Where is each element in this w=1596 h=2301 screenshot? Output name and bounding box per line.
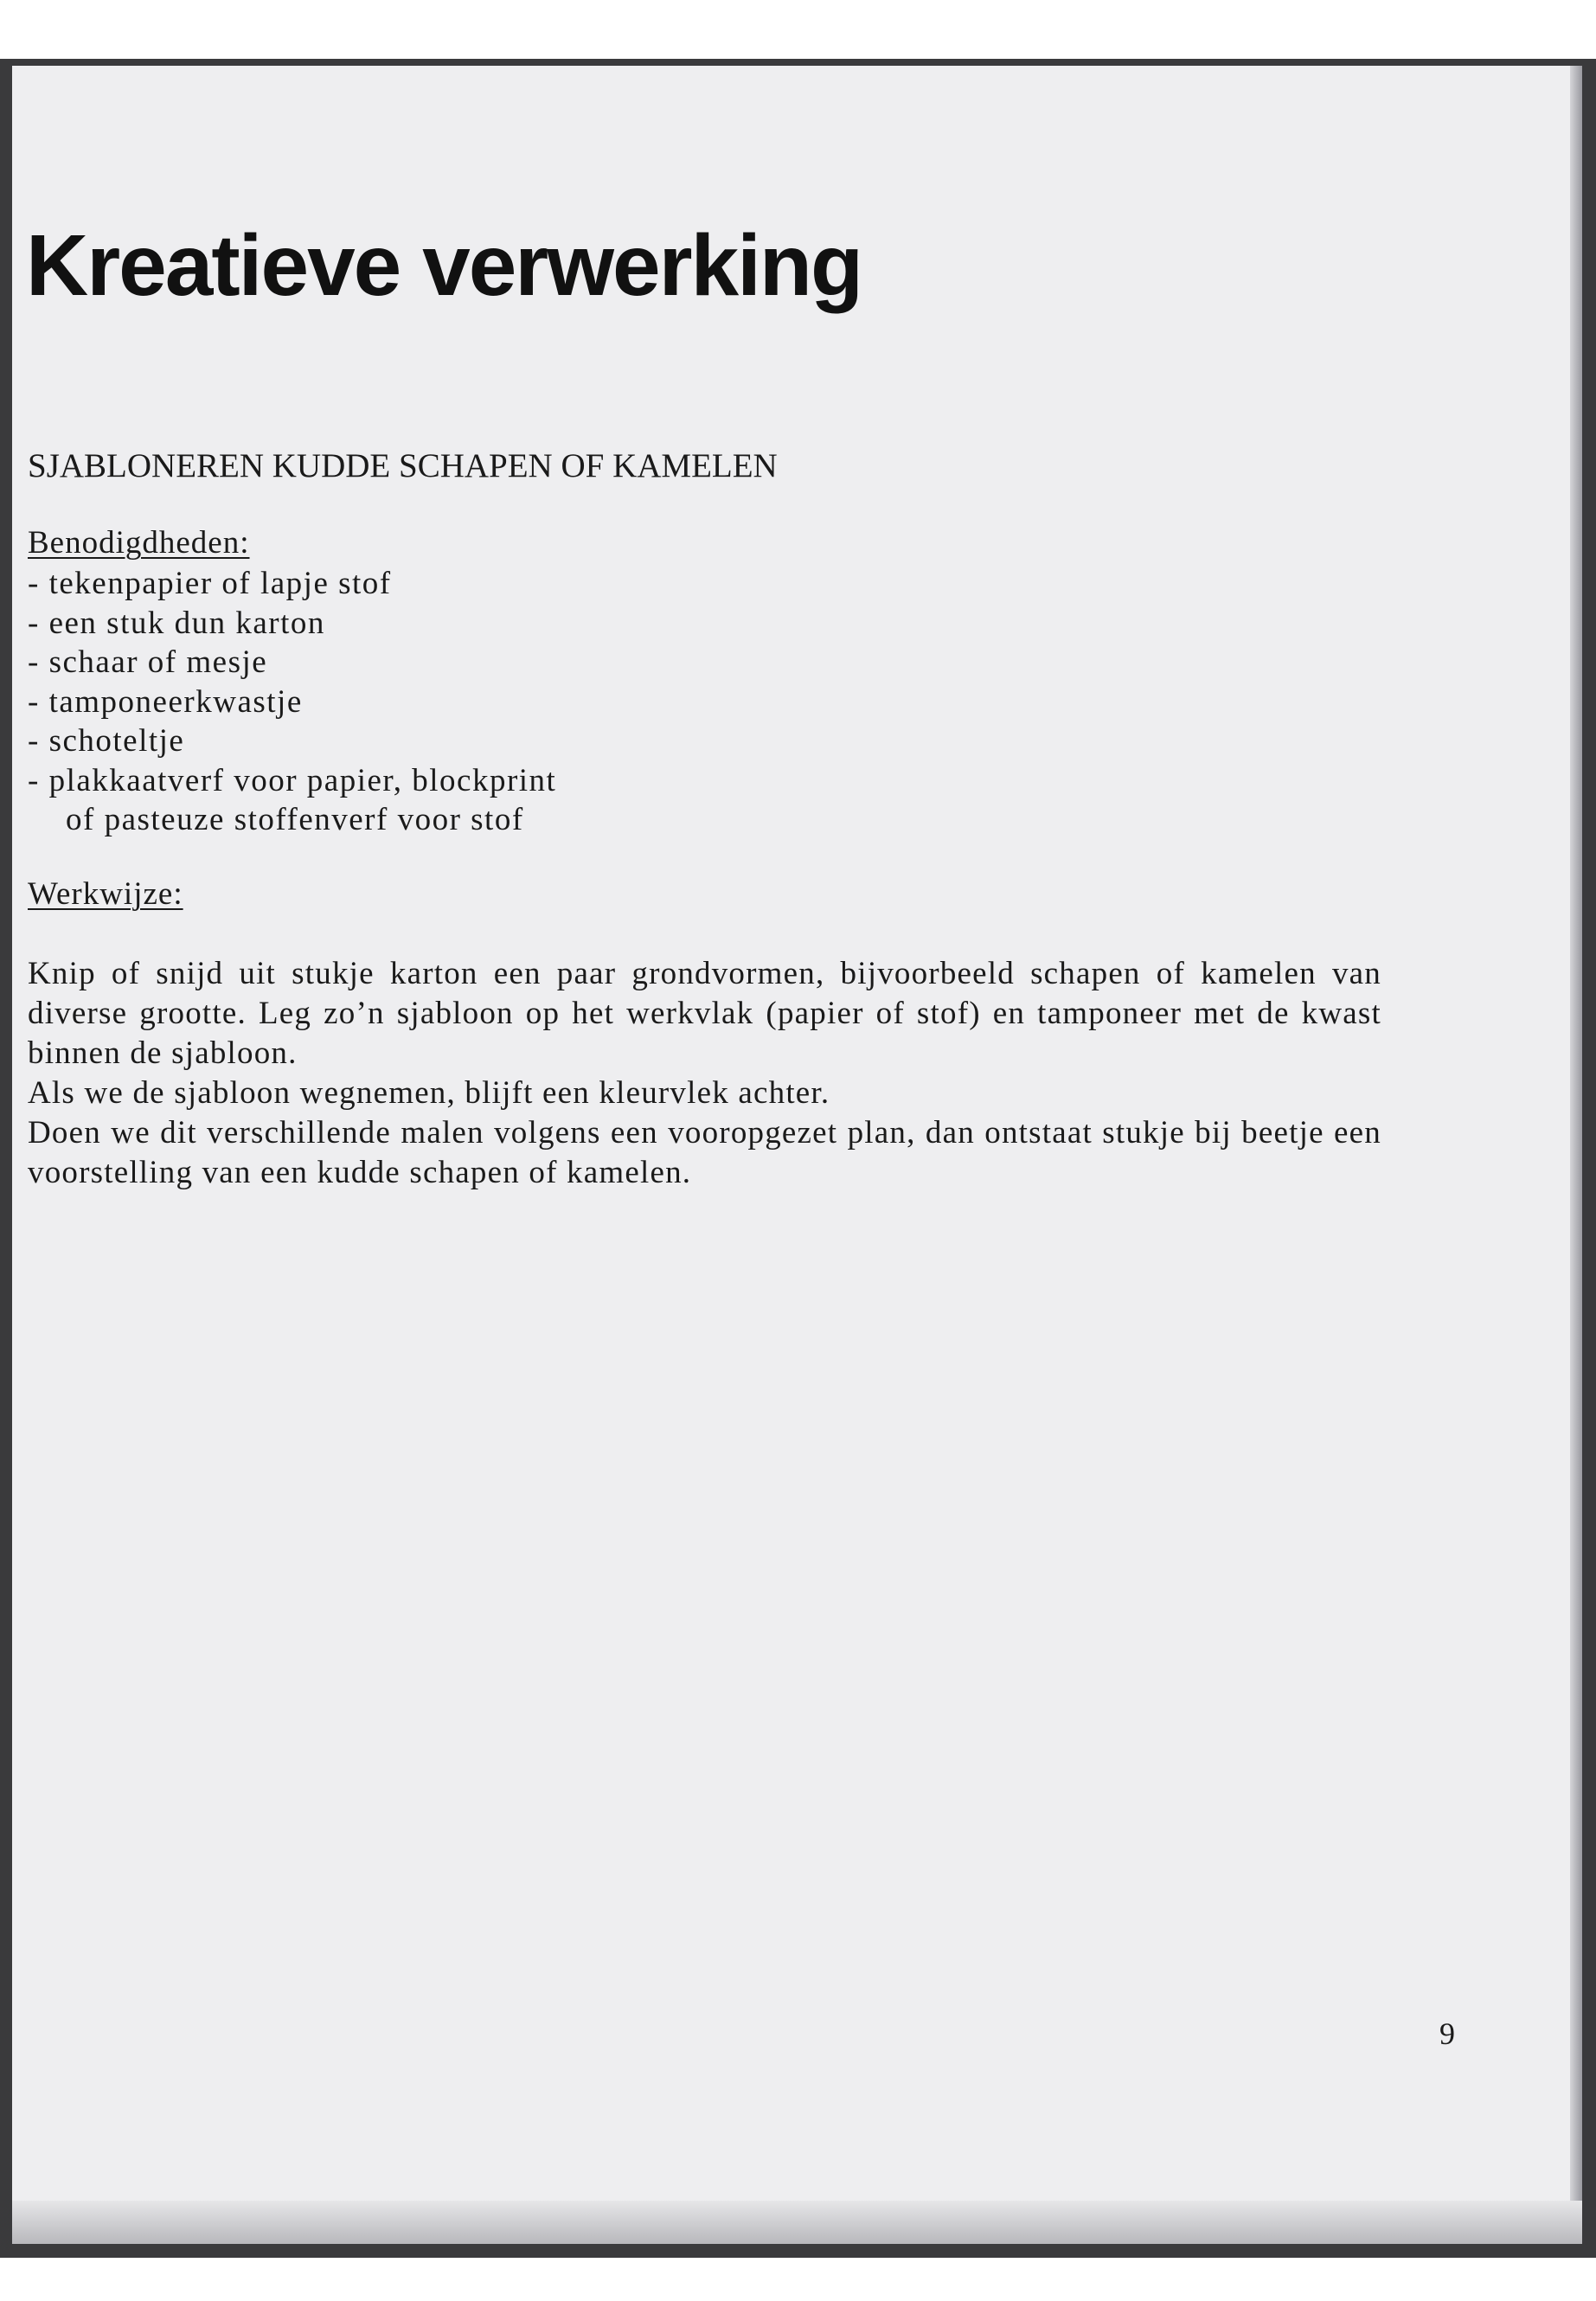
- list-item: - plakkaatverf voor papier, blockprint: [28, 762, 557, 798]
- materials-list: [28, 564, 556, 840]
- materials-heading: Benodigdheden:: [28, 525, 250, 561]
- page-number: 9: [1439, 2016, 1455, 2051]
- list-item: - schaar of mesje: [28, 644, 268, 680]
- list-item: - tamponeerkwastje: [28, 683, 303, 720]
- method-heading: Werkwijze:: [28, 876, 183, 912]
- list-item: - schoteltje: [28, 723, 185, 759]
- method-paragraph: Knip of snijd uit stukje karton een paar grondvormen, bijvoorbeeld schapen of kamelen van diverse grootte. Leg zo’n sjabloon op het werkvlak (papier of stof) en tamponeer met de kwast binnen de sjabloon.: [28, 956, 1381, 1071]
- list-item: - een stuk dun karton: [28, 605, 325, 641]
- section-subtitle: SJABLONEREN KUDDE SCHAPEN OF KAMELEN: [28, 447, 778, 484]
- list-item-continuation: of pasteuze stoffenverf voor stof: [66, 802, 524, 837]
- page-bottom-edge: [12, 2201, 1582, 2244]
- method-paragraph: Doen we dit verschillende malen volgens een vooropgezet plan, dan ontstaat stukje bij beetje een voorstelling van een kudde schapen of kamelen.: [28, 1115, 1381, 1190]
- method-paragraph: Als we de sjabloon wegnemen, blijft een kleurvlek achter.: [28, 1075, 830, 1111]
- page-title: Kreatieve verwerking: [26, 217, 862, 314]
- page-edge: [1570, 66, 1582, 2244]
- method-text: [28, 954, 1381, 1193]
- list-item: - tekenpapier of lapje stof: [28, 566, 392, 601]
